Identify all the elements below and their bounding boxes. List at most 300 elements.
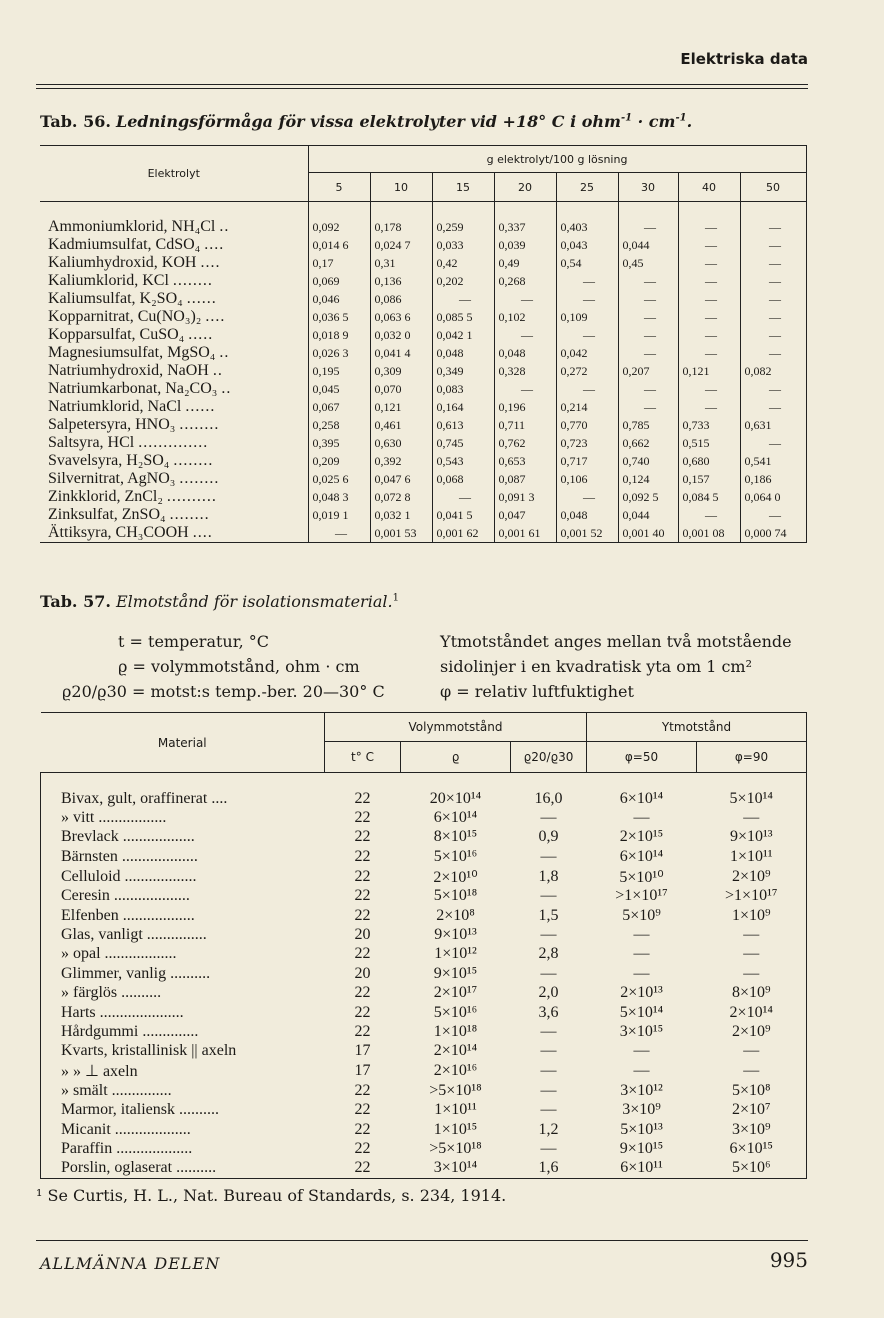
table-row [41,1081,807,1100]
conductivity-value: 0,631 [740,416,806,434]
temperature-value: 22 [354,984,371,1002]
conductivity-value: — [678,398,740,416]
temperature-value: 20 [354,926,371,944]
tab56-conc: 25 [556,173,618,202]
tab57-def-yt1: Ytmotståndet anges mellan två motstående [440,632,792,651]
table-row [40,344,806,362]
conductivity-value: 0,070 [370,380,432,398]
ratio-value: — [540,847,557,865]
conductivity-value: 0,195 [308,362,370,380]
volume-resistance-value: 5×10¹⁶ [433,1003,478,1021]
tab56-conc: 20 [494,173,556,202]
surface-resistance-50: — [633,945,650,963]
conductivity-value: — [678,218,740,236]
surface-resistance-90: — [697,808,807,827]
ratio-value: — [540,809,557,827]
electrolyte-name: Kaliumhydroxid, KOH .... [48,254,221,271]
conductivity-value: 0,403 [556,218,618,236]
conductivity-value: 0,461 [370,416,432,434]
conductivity-value: 0,17 [308,254,370,272]
table-row [40,506,806,524]
volume-resistance-value: 8×10¹⁵ [433,828,478,846]
conductivity-value: 0,711 [494,416,556,434]
tab57-title: Elmotstånd för isolationsmaterial. [116,592,393,611]
conductivity-value: 0,048 [432,344,494,362]
running-header: Elektriska data [680,50,808,68]
table-row [40,488,806,506]
temperature-value: 22 [354,847,371,865]
conductivity-value: 0,543 [432,452,494,470]
surface-resistance-90: 2×10¹⁴ [697,1003,807,1022]
conductivity-value: 0,086 [370,290,432,308]
material-name: Micanit ................... [41,1120,325,1139]
material-name: » smält ............... [41,1081,325,1100]
conductivity-value: — [678,272,740,290]
conductivity-value: 0,032 1 [370,506,432,524]
conductivity-value: 0,178 [370,218,432,236]
tab57-def-yt2: sidolinjer i en kvadratisk yta om 1 cm² [440,657,753,676]
tab57-number: Tab. 57. [40,592,111,611]
tab57-def-phi: φ = relativ luftfuktighet [440,682,634,701]
tab56-title: Ledningsförmåga för vissa elektrolyter vid +18° C i ohm [116,112,621,131]
conductivity-value: 0,069 [308,272,370,290]
conductivity-value: — [618,326,678,344]
temperature-value: 22 [354,887,371,905]
table-row [40,380,806,398]
table-row [41,1100,807,1119]
tab57-caption [40,592,399,611]
ratio-value: 1,8 [538,867,559,885]
surface-resistance-90: 6×10¹⁵ [697,1139,807,1158]
conductivity-value: 0,043 [556,236,618,254]
conductivity-value: — [678,254,740,272]
table-row [40,236,806,254]
conductivity-value: — [740,272,806,290]
conductivity-value: — [556,290,618,308]
conductivity-value: 0,349 [432,362,494,380]
ratio-value: 1,6 [538,1159,559,1177]
tab57-col-ratio: ϱ20/ϱ30 [511,742,587,773]
conductivity-value: 0,272 [556,362,618,380]
conductivity-value: 0,209 [308,452,370,470]
conductivity-value: 0,102 [494,308,556,326]
surface-resistance-90: — [697,1042,807,1061]
conductivity-value: — [494,326,556,344]
ratio-value: — [540,1022,557,1040]
table-row [40,254,806,272]
conductivity-value: 0,039 [494,236,556,254]
electrolyte-name: Natriumklorid, NaCl ...... [48,398,216,415]
conductivity-value: — [678,380,740,398]
tab57-col-material: Material [41,713,325,773]
conductivity-value: 0,018 9 [308,326,370,344]
conductivity-value: — [740,218,806,236]
conductivity-value: — [432,290,494,308]
ratio-value: 2,8 [538,945,559,963]
ratio-value: 1,5 [538,906,559,924]
electrolyte-name: Ättiksyra, CH₃COOH .... [48,524,213,541]
conductivity-value: — [740,236,806,254]
volume-resistance-value: 1×10¹¹ [434,1101,477,1119]
surface-resistance-90: 5×10⁶ [697,1159,807,1179]
ratio-value: 2,0 [538,984,559,1002]
tab56-caption [40,112,692,131]
table-row [41,808,807,827]
ratio-value: 1,2 [538,1120,559,1138]
tab56-title-sup2: -1 [675,112,687,124]
temperature-value: 22 [354,1003,371,1021]
conductivity-value: — [740,254,806,272]
conductivity-value: 0,785 [618,416,678,434]
ratio-value: — [540,1101,557,1119]
page-number: 995 [769,1248,808,1272]
conductivity-value: 0,109 [556,308,618,326]
conductivity-value: 0,036 5 [308,308,370,326]
surface-resistance-90: — [697,1061,807,1081]
table-row [41,847,807,866]
conductivity-value: 0,044 [618,236,678,254]
conductivity-value: 0,745 [432,434,494,452]
tab56-conc: 10 [370,173,432,202]
conductivity-value: — [678,236,740,254]
ratio-value: — [540,1042,557,1060]
table-row [41,1042,807,1061]
surface-resistance-90: 2×10⁷ [697,1100,807,1119]
table-row [41,925,807,944]
conductivity-value: 0,45 [618,254,678,272]
volume-resistance-value: 20×10¹⁴ [429,789,482,807]
conductivity-value: — [618,308,678,326]
conductivity-value: — [618,272,678,290]
conductivity-value: 0,124 [618,470,678,488]
material-name: » opal .................. [41,945,325,964]
conductivity-value: 0,067 [308,398,370,416]
table-row [41,906,807,925]
material-name: Brevlack .................. [41,828,325,847]
electrolyte-name: Kaliumsulfat, K₂SO₄ ...... [48,290,217,307]
conductivity-value: — [494,290,556,308]
tab57-def-rho: ϱ = volymmotstånd, ohm · cm [118,657,360,676]
temperature-value: 22 [354,1159,371,1177]
conductivity-value: 0,001 61 [494,524,556,543]
surface-resistance-50: 6×10¹⁴ [619,847,664,865]
surface-resistance-90: 3×10⁹ [697,1120,807,1139]
conductivity-value: 0,740 [618,452,678,470]
conductivity-value: 0,048 3 [308,488,370,506]
material-name: Elfenben .................. [41,906,325,925]
surface-resistance-90: 1×10¹¹ [697,847,807,866]
surface-resistance-50: — [633,964,650,982]
conductivity-value: 0,186 [740,470,806,488]
conductivity-value: 0,001 53 [370,524,432,543]
conductivity-value: — [678,326,740,344]
temperature-value: 22 [354,789,371,807]
tab57-def-ratio: ϱ20/ϱ30 = motst:s temp.-ber. 20—30° C [62,682,385,701]
conductivity-value: 0,337 [494,218,556,236]
conductivity-value: — [618,218,678,236]
ratio-value: — [540,1081,557,1099]
conductivity-value: 0,046 [308,290,370,308]
conductivity-value: 0,653 [494,452,556,470]
conductivity-value: 0,041 4 [370,344,432,362]
electrolyte-name: Kadmiumsulfat, CdSO₄ .... [48,236,225,253]
volume-resistance-value: 5×10¹⁶ [433,847,478,865]
tab56-title-sup1: -1 [620,112,633,124]
conductivity-value: 0,723 [556,434,618,452]
conductivity-value: 0,680 [678,452,740,470]
conductivity-value: 0,309 [370,362,432,380]
conductivity-value: 0,136 [370,272,432,290]
conductivity-value: 0,630 [370,434,432,452]
material-name: » färglös .......... [41,984,325,1003]
conductivity-value: 0,000 74 [740,524,806,543]
surface-resistance-50: 5×10¹⁰ [619,868,664,886]
header-rule [36,84,808,85]
temperature-value: 22 [354,1022,371,1040]
electrolyte-name: Natriumhydroxid, NaOH .. [48,362,223,379]
electrolyte-name: Silvernitrat, AgNO₃ ........ [48,470,220,487]
conductivity-value: — [740,506,806,524]
tab56-title-end: . [686,112,693,131]
conductivity-value: 0,047 6 [370,470,432,488]
table-row [40,434,806,452]
material-name: Ceresin ................... [41,887,325,906]
volume-resistance-value: 2×10¹⁰ [433,868,478,886]
volume-resistance-value: 3×10¹⁴ [433,1159,478,1177]
volume-resistance-value: >5×10¹⁸ [429,1139,482,1157]
tab57-title-sup: 1 [392,592,399,604]
conductivity-value: 0,268 [494,272,556,290]
ratio-value: — [540,964,557,982]
table-row [40,524,806,543]
conductivity-value: 0,733 [678,416,740,434]
conductivity-value: 0,717 [556,452,618,470]
conductivity-value: 0,49 [494,254,556,272]
conductivity-value: 0,395 [308,434,370,452]
surface-resistance-90: 2×10⁹ [697,867,807,887]
temperature-value: 17 [354,1042,371,1060]
table-row [41,1159,807,1179]
material-name: Glas, vanligt ............... [41,925,325,944]
conductivity-value: 0,072 8 [370,488,432,506]
tab56-conc: 40 [678,173,740,202]
volume-resistance-value: 2×10¹⁶ [433,1062,478,1080]
header-rule-2 [36,88,808,89]
tab56-table [40,145,807,543]
surface-resistance-90: 2×10⁹ [697,1022,807,1041]
material-name: Bärnsten ................... [41,847,325,866]
surface-resistance-50: 3×10¹² [620,1081,663,1099]
book-section: ALLMÄNNA DELEN [40,1254,221,1273]
temperature-value: 22 [354,945,371,963]
material-name: Porslin, oglaserat .......... [41,1159,325,1179]
table-row [40,272,806,290]
conductivity-value: — [618,380,678,398]
tab57-col-yt: Ytmotstånd [587,713,807,742]
temperature-value: 22 [354,809,371,827]
table-row [40,416,806,434]
temperature-value: 22 [354,1139,371,1157]
volume-resistance-value: 9×10¹³ [434,926,477,944]
material-name: Kvarts, kristallinisk || axeln [41,1042,325,1061]
temperature-value: 22 [354,906,371,924]
conductivity-value: — [494,380,556,398]
tab57-def-t: t = temperatur, °C [118,632,270,651]
surface-resistance-50: — [633,1062,650,1080]
tab57-col-vol: Volymmotstånd [325,713,587,742]
volume-resistance-value: 1×10¹² [434,945,477,963]
tab56-title-mid: · cm [632,112,676,131]
conductivity-value: 0,515 [678,434,740,452]
footer-rule [36,1240,808,1241]
temperature-value: 22 [354,1101,371,1119]
surface-resistance-50: 3×10⁹ [622,1101,661,1119]
table-row [41,887,807,906]
conductivity-value: — [556,326,618,344]
conductivity-value: 0,033 [432,236,494,254]
conductivity-value: 0,092 5 [618,488,678,506]
surface-resistance-50: — [633,1042,650,1060]
table-row [41,867,807,887]
surface-resistance-50: 2×10¹⁵ [619,828,664,846]
conductivity-value: 0,121 [370,398,432,416]
electrolyte-name: Saltsyra, HCl .............. [48,434,209,451]
ratio-value: 3,6 [538,1003,559,1021]
surface-resistance-50: 2×10¹³ [620,984,663,1002]
conductivity-value: 0,064 0 [740,488,806,506]
surface-resistance-50: — [633,926,650,944]
ratio-value: 16,0 [534,789,563,807]
ratio-value: — [540,887,557,905]
conductivity-value: 0,068 [432,470,494,488]
material-name: » » ⊥ axeln [41,1061,325,1081]
material-name: Glimmer, vanlig .......... [41,964,325,983]
material-name: Paraffin ................... [41,1139,325,1158]
table-row [40,308,806,326]
conductivity-value: 0,259 [432,218,494,236]
temperature-value: 22 [354,867,371,885]
conductivity-value: 0,770 [556,416,618,434]
tab57-table [40,712,807,1179]
conductivity-value: — [678,290,740,308]
conductivity-value: 0,001 40 [618,524,678,543]
table-row [41,984,807,1003]
electrolyte-name: Kopparnitrat, Cu(NO₃)₂ .... [48,308,226,325]
conductivity-value: 0,207 [618,362,678,380]
conductivity-value: — [556,272,618,290]
table-row [40,398,806,416]
table-row [41,828,807,847]
table-row [41,1120,807,1139]
material-name: Marmor, italiensk .......... [41,1100,325,1119]
volume-resistance-value: 1×10¹⁸ [433,1022,478,1040]
tab56-conc: 50 [740,173,806,202]
table-row [41,1003,807,1022]
conductivity-value: — [678,506,740,524]
conductivity-value: 0,047 [494,506,556,524]
footnote: ¹ Se Curtis, H. L., Nat. Bureau of Standards, s. 234, 1914. [36,1186,507,1205]
table-row [41,945,807,964]
tab56-conc: 15 [432,173,494,202]
conductivity-value: — [740,290,806,308]
volume-resistance-value: 9×10¹⁵ [433,964,478,982]
tab57-col-phi50: φ=50 [587,742,697,773]
conductivity-value: 0,024 7 [370,236,432,254]
table-row [41,964,807,983]
surface-resistance-90: 9×10¹³ [697,828,807,847]
conductivity-value: 0,157 [678,470,740,488]
conductivity-value: 0,001 52 [556,524,618,543]
tab56-conc: 30 [618,173,678,202]
electrolyte-name: Salpetersyra, HNO₃ ........ [48,416,220,433]
tab57-col-rho: ϱ [401,742,511,773]
temperature-value: 22 [354,1120,371,1138]
electrolyte-name: Zinksulfat, ZnSO₄ ........ [48,506,210,523]
table-row [40,470,806,488]
material-name: » vitt ................. [41,808,325,827]
conductivity-value: 0,084 5 [678,488,740,506]
temperature-value: 22 [354,828,371,846]
conductivity-value: 0,121 [678,362,740,380]
table-row [41,1022,807,1041]
conductivity-value: 0,202 [432,272,494,290]
tab56-body [40,218,806,543]
tab57-body [41,789,807,1179]
surface-resistance-90: — [697,945,807,964]
conductivity-value: — [678,344,740,362]
conductivity-value: — [618,290,678,308]
conductivity-value: — [740,326,806,344]
tab56-conc: 5 [308,173,370,202]
material-name: Bivax, gult, oraffinerat .... [41,789,325,808]
conductivity-value: 0,42 [432,254,494,272]
electrolyte-name: Natriumkarbonat, Na₂CO₃ .. [48,380,232,397]
surface-resistance-50: 5×10¹³ [620,1120,663,1138]
surface-resistance-50: >1×10¹⁷ [615,887,668,905]
table-row [40,218,806,236]
temperature-value: 20 [354,964,371,982]
conductivity-value: 0,762 [494,434,556,452]
volume-resistance-value: 2×10¹⁴ [433,1042,478,1060]
material-name: Celluloid .................. [41,867,325,887]
material-name: Hårdgummi .............. [41,1022,325,1041]
temperature-value: 22 [354,1081,371,1099]
table-row [40,452,806,470]
surface-resistance-90: 8×10⁹ [697,984,807,1003]
conductivity-value: 0,042 [556,344,618,362]
electrolyte-name: Kaliumklorid, KCl ........ [48,272,213,289]
tab56-col-group: g elektrolyt/100 g lösning [308,146,806,173]
conductivity-value: 0,541 [740,452,806,470]
conductivity-value: 0,048 [556,506,618,524]
surface-resistance-90: 1×10⁹ [697,906,807,925]
conductivity-value: 0,045 [308,380,370,398]
tab56-col-elektrolyt: Elektrolyt [40,146,308,202]
conductivity-value: 0,087 [494,470,556,488]
conductivity-value: — [556,488,618,506]
conductivity-value: — [618,344,678,362]
volume-resistance-value: 6×10¹⁴ [433,809,478,827]
conductivity-value: — [740,344,806,362]
electrolyte-name: Svavelsyra, H₂SO₄ ........ [48,452,214,469]
surface-resistance-90: 5×10¹⁴ [697,789,807,808]
tab56-number: Tab. 56. [40,112,111,131]
conductivity-value: 0,026 3 [308,344,370,362]
tab57-col-phi90: φ=90 [697,742,807,773]
ratio-value: — [540,1139,557,1157]
table-row [41,1061,807,1081]
electrolyte-name: Magnesiumsulfat, MgSO₄ .. [48,344,230,361]
